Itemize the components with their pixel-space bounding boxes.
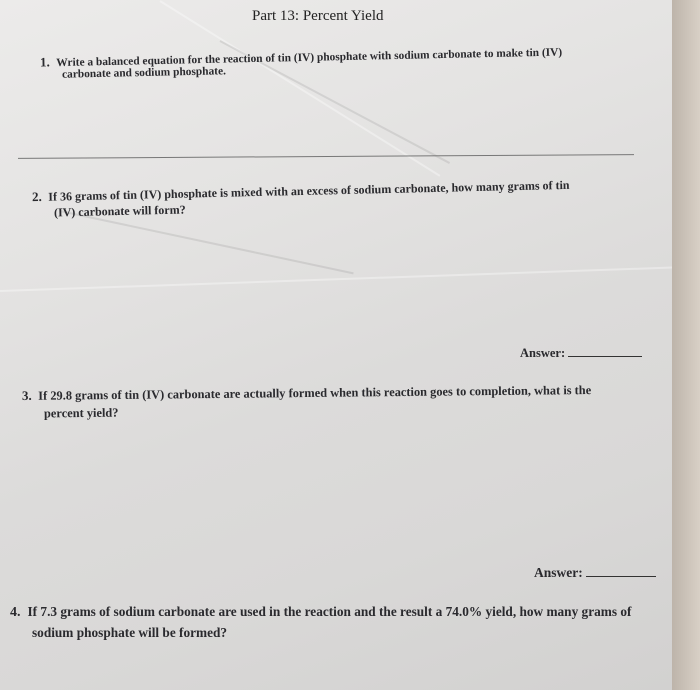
question-4-line2: sodium phosphate will be formed?	[32, 625, 228, 640]
question-text-line1: Write a balanced equation for the reaction of tin (IV) phosphate with sodium carbonate to make tin (IV)	[56, 46, 563, 70]
question-text-line1: If 36 grams of tin (IV) phosphate is mixed with an excess of sodium carbonate, how many grams of tin	[48, 177, 570, 204]
question-number: 3.	[21, 387, 32, 403]
divider-line	[18, 154, 634, 159]
answer-3	[534, 564, 656, 582]
question-4	[10, 603, 631, 622]
question-3	[22, 381, 591, 405]
question-2-line2: (IV) carbonate will form?	[53, 202, 186, 220]
answer-2-blank[interactable]	[568, 356, 642, 357]
page-title: Part 13: Percent Yield	[252, 8, 384, 24]
question-number: 1.	[39, 54, 50, 70]
answer-label: Answer:	[534, 565, 583, 580]
question-number: 4.	[10, 605, 21, 620]
question-text-line1: If 29.8 grams of tin (IV) carbonate are actually formed when this reaction goes to completion, what is the	[38, 383, 592, 403]
answer-label: Answer:	[520, 346, 566, 360]
question-1-line2: carbonate and sodium phosphate.	[61, 65, 227, 81]
table-edge	[672, 0, 700, 690]
paper-crease	[159, 0, 440, 177]
question-number: 2.	[31, 188, 42, 205]
answer-2	[520, 344, 642, 362]
answer-3-blank[interactable]	[586, 576, 656, 577]
question-text-line1: If 7.3 grams of sodium carbonate are used in the reaction and the result a 74.0% yield, how many grams of	[27, 604, 632, 619]
question-3-line2: percent yield?	[43, 405, 119, 421]
